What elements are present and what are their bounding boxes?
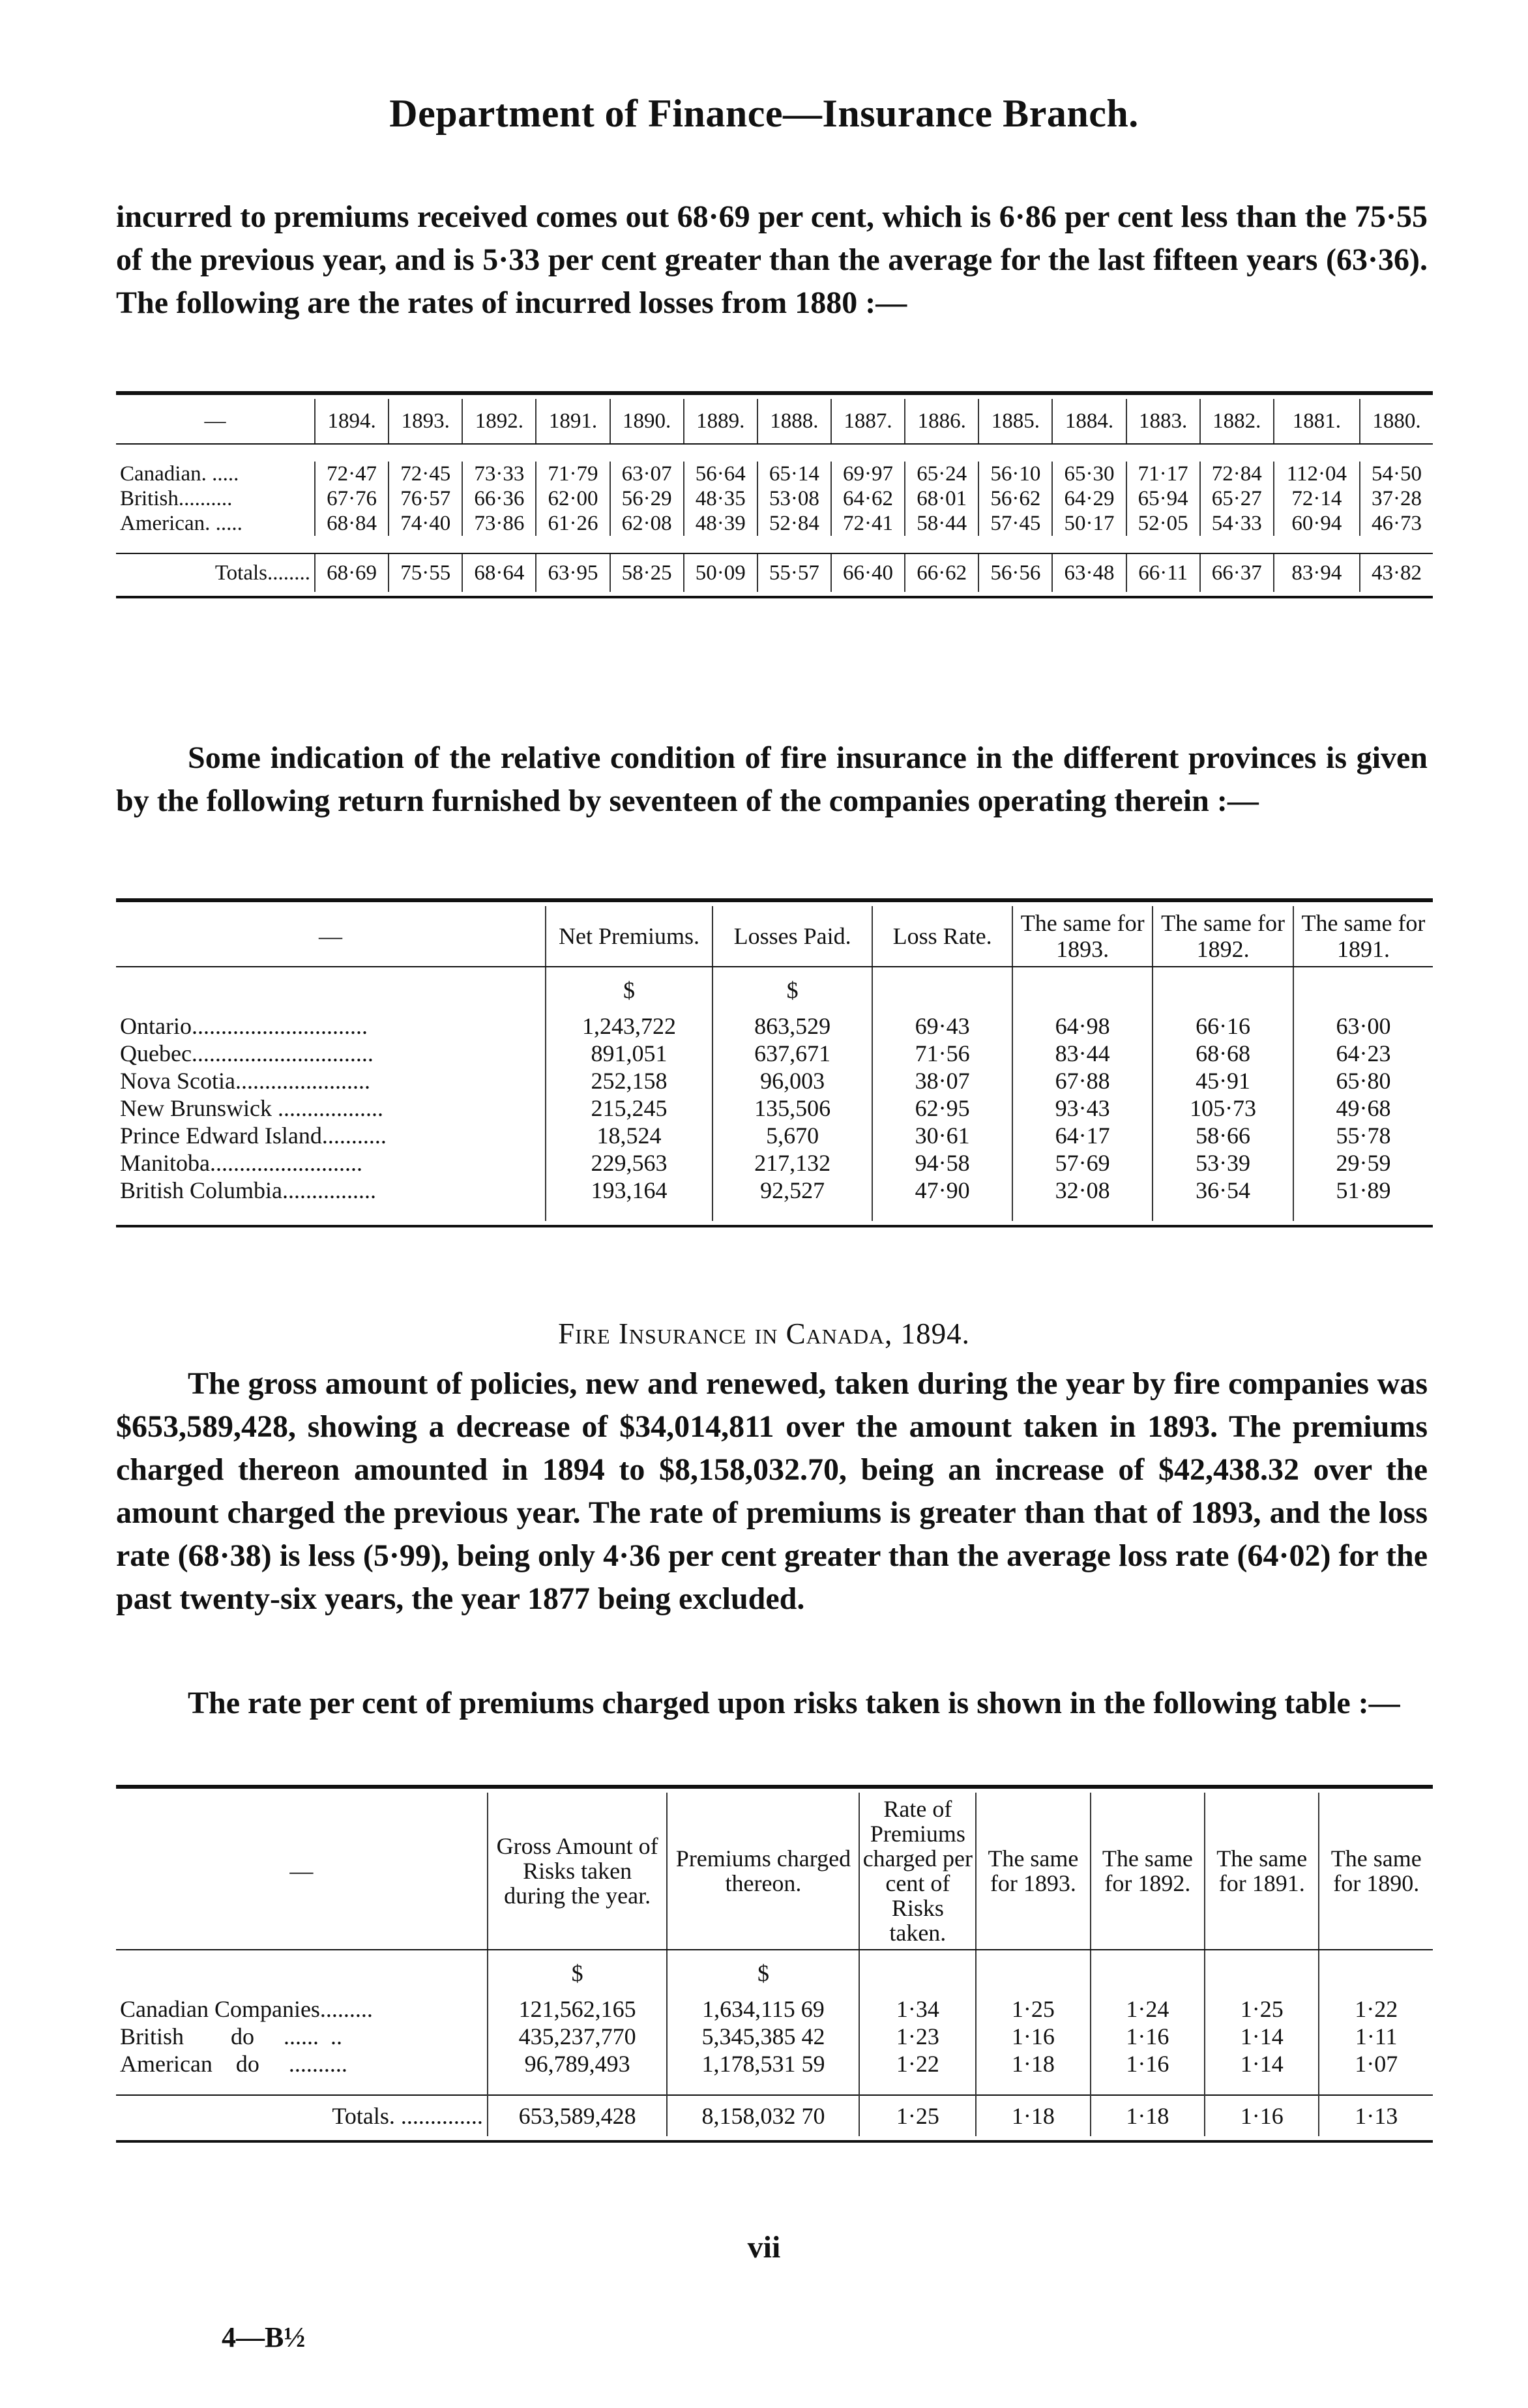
cell: 57·69 [1012,1149,1153,1177]
section-title: Fire Insurance in Canada, 1894. [558,1317,970,1350]
cell: 92,527 [713,1177,872,1204]
row-label: American. ..... [120,512,242,535]
cell: 67·88 [1012,1067,1153,1094]
cell: 1·18 [1091,2095,1205,2136]
table-row [116,1122,1433,1149]
cell: 1·24 [1091,1995,1205,2023]
cell: 66·62 [905,553,978,592]
signature-mark: 4—B½ [222,2321,306,2353]
cell: 76·57 [389,486,462,511]
cell: 1·22 [1319,1995,1433,2023]
table-header-row [116,399,1433,444]
cell: 217,132 [713,1149,872,1177]
cell: 65·27 [1200,486,1274,511]
column-header: Loss Rate. [872,906,1012,967]
cell: 1·16 [1091,2023,1205,2050]
cell: 52·05 [1126,511,1200,536]
year-header: 1893. [389,399,462,444]
cell: 71·17 [1126,462,1200,486]
year-header: 1891. [536,399,610,444]
cell: 43·82 [1360,553,1433,592]
cell: 64·23 [1293,1040,1433,1067]
cell: 64·29 [1052,486,1126,511]
currency-symbol: $ [488,1950,668,1995]
table-row [116,486,1433,511]
cell: 1·14 [1205,2050,1319,2078]
table-row [116,1149,1433,1177]
cell: 56·29 [610,486,684,511]
year-header: 1881. [1274,399,1360,444]
cell: 68·64 [462,553,536,592]
table-header-row [116,906,1433,967]
column-header: The same for 1890. [1319,1793,1433,1950]
cell: 193,164 [546,1177,713,1204]
cell: 1,243,722 [546,1012,713,1040]
cell: 1·18 [976,2095,1090,2136]
row-label: Totals........ [116,553,315,592]
cell: 58·25 [610,553,684,592]
cell: 94·58 [872,1149,1012,1177]
year-header: 1885. [978,399,1052,444]
column-header: Premiums charged thereon. [667,1793,859,1950]
cell: 64·17 [1012,1122,1153,1149]
cell: 1·25 [976,1995,1090,2023]
cell: 5,670 [713,1122,872,1149]
cell: 61·26 [536,511,610,536]
year-header: 1894. [315,399,389,444]
cell: 38·07 [872,1067,1012,1094]
year-header: 1882. [1200,399,1274,444]
table-header-row [116,1793,1433,1950]
column-header: Net Premiums. [546,906,713,967]
cell: 75·55 [389,553,462,592]
cell: 65·80 [1293,1067,1433,1094]
currency-symbol: $ [546,967,713,1012]
cell: 112·04 [1274,462,1360,486]
cell: 1·22 [859,2050,976,2078]
cell: 30·61 [872,1122,1012,1149]
column-header: Gross Amount of Risks taken during the year. [488,1793,668,1950]
page-number: vii [747,2230,781,2265]
cell: 73·33 [462,462,536,486]
cell: 1·11 [1319,2023,1433,2050]
cell: 62·00 [536,486,610,511]
cell: 1·16 [1205,2095,1319,2136]
cell: 47·90 [872,1177,1012,1204]
cell: 66·36 [462,486,536,511]
cell: 863,529 [713,1012,872,1040]
cell: 55·57 [757,553,831,592]
corner-cell: — [116,1793,488,1950]
cell: 637,671 [713,1040,872,1067]
cell: 1·25 [859,2095,976,2136]
table-incurred-losses [116,391,1433,598]
table-row [116,511,1433,536]
cell: 50·17 [1052,511,1126,536]
cell: 1,178,531 59 [667,2050,859,2078]
table-premium-rates [116,1785,1433,2143]
cell: 1·07 [1319,2050,1433,2078]
cell: 62·95 [872,1094,1012,1122]
cell: 63·07 [610,462,684,486]
cell: 65·30 [1052,462,1126,486]
column-header: The same for 1891. [1205,1793,1319,1950]
column-header: The same for 1892. [1091,1793,1205,1950]
cell: 215,245 [546,1094,713,1122]
cell: 46·73 [1360,511,1433,536]
cell: 71·79 [536,462,610,486]
row-label: Quebec............................... [120,1040,374,1066]
cell: 1·23 [859,2023,976,2050]
cell: 68·01 [905,486,978,511]
cell: 71·56 [872,1040,1012,1067]
cell: 121,562,165 [488,1995,668,2023]
cell: 18,524 [546,1122,713,1149]
page-heading: Department of Finance—Insurance Branch. [389,92,1139,135]
cell: 65·24 [905,462,978,486]
cell: 69·97 [831,462,905,486]
cell: 62·08 [610,511,684,536]
cell: 54·33 [1200,511,1274,536]
row-label: Ontario.............................. [120,1013,368,1039]
row-label: Canadian. ..... [120,462,239,486]
cell: 49·68 [1293,1094,1433,1122]
cell: 72·84 [1200,462,1274,486]
corner-cell: — [116,906,546,967]
table-row [116,1040,1433,1067]
table-row [116,1177,1433,1204]
table-row [116,1094,1433,1122]
row-label: Canadian Companies......... [120,1996,373,2022]
cell: 56·64 [684,462,757,486]
cell: 37·28 [1360,486,1433,511]
row-label: British Columbia................ [120,1177,377,1203]
totals-row [116,2095,1433,2136]
cell: 8,158,032 70 [667,2095,859,2136]
column-header: The same for 1891. [1293,906,1433,967]
row-label: American do .......... [120,2051,347,2077]
cell: 63·48 [1052,553,1126,592]
cell: 51·89 [1293,1177,1433,1204]
cell: 55·78 [1293,1122,1433,1149]
totals-row [116,553,1433,592]
currency-symbol: $ [713,967,872,1012]
cell: 56·62 [978,486,1052,511]
cell: 68·68 [1153,1040,1293,1067]
paragraph-fire-insurance: The gross amount of policies, new and renewed, taken during the year by fire companies was $653,589,428, showing a decrease of $34,014,811 over the amount taken in 1893. The premiums charged thereon amounted in 1894 to $8,158,032.70, being an increase of $42,438.32 over the amount charged the previous year. The rate of premiums is greater than that of 1893, and the loss rate (68·38) is less (5·99), being only 4·36 per cent greater than the average loss rate (64·02) for the past twenty-six years, the year 1877 being excluded. [116,1366,1428,1616]
column-header: Losses Paid. [713,906,872,967]
cell: 65·14 [757,462,831,486]
year-header: 1884. [1052,399,1126,444]
cell: 48·35 [684,486,757,511]
cell: 66·37 [1200,553,1274,592]
currency-symbol: $ [667,1950,859,1995]
cell: 48·39 [684,511,757,536]
cell: 52·84 [757,511,831,536]
cell: 63·00 [1293,1012,1433,1040]
cell: 56·56 [978,553,1052,592]
row-label: New Brunswick .................. [120,1095,383,1121]
cell: 68·84 [315,511,389,536]
cell: 67·76 [315,486,389,511]
table-row [116,2023,1433,2050]
cell: 435,237,770 [488,2023,668,2050]
table-row [116,1012,1433,1040]
cell: 229,563 [546,1149,713,1177]
paragraph-provinces: Some indication of the relative condition of fire insurance in the different provinces is given by the following return furnished by seventeen of the companies operating therein :— [116,741,1428,818]
cell: 135,506 [713,1094,872,1122]
cell: 63·95 [536,553,610,592]
year-header: 1892. [462,399,536,444]
year-header: 1887. [831,399,905,444]
cell: 72·41 [831,511,905,536]
cell: 65·94 [1126,486,1200,511]
cell: 69·43 [872,1012,1012,1040]
cell: 83·94 [1274,553,1360,592]
cell: 1·25 [1205,1995,1319,2023]
cell: 64·98 [1012,1012,1153,1040]
year-header: 1890. [610,399,684,444]
row-label: British do ...... .. [120,2023,343,2049]
cell: 53·08 [757,486,831,511]
cell: 105·73 [1153,1094,1293,1122]
cell: 653,589,428 [488,2095,668,2136]
corner-cell: — [116,399,315,444]
table-row [116,1995,1433,2023]
table-row [116,2050,1433,2078]
cell: 252,158 [546,1067,713,1094]
currency-row [116,967,1433,1012]
year-header: 1883. [1126,399,1200,444]
row-label: Prince Edward Island........... [120,1123,387,1149]
cell: 68·69 [315,553,389,592]
cell: 60·94 [1274,511,1360,536]
row-label: Manitoba.......................... [120,1150,362,1176]
cell: 36·54 [1153,1177,1293,1204]
cell: 58·44 [905,511,978,536]
cell: 93·43 [1012,1094,1153,1122]
cell: 72·47 [315,462,389,486]
cell: 56·10 [978,462,1052,486]
cell: 53·39 [1153,1149,1293,1177]
cell: 1·14 [1205,2023,1319,2050]
cell: 73·86 [462,511,536,536]
year-header: 1880. [1360,399,1433,444]
cell: 74·40 [389,511,462,536]
row-label: Nova Scotia....................... [120,1068,370,1094]
cell: 32·08 [1012,1177,1153,1204]
cell: 1·18 [976,2050,1090,2078]
cell: 58·66 [1153,1122,1293,1149]
cell: 45·91 [1153,1067,1293,1094]
cell: 891,051 [546,1040,713,1067]
table-provinces [116,898,1433,1227]
cell: 57·45 [978,511,1052,536]
cell: 96,003 [713,1067,872,1094]
cell: 50·09 [684,553,757,592]
table-row [116,1067,1433,1094]
cell: 66·11 [1126,553,1200,592]
year-header: 1886. [905,399,978,444]
cell: 66·16 [1153,1012,1293,1040]
row-label: Totals. .............. [116,2095,488,2136]
paragraph-rate-table-intro: The rate per cent of premiums charged upon risks taken is shown in the following table :— [188,1686,1400,1720]
column-header: The same for 1893. [1012,906,1153,967]
column-header: Rate of Premiums charged per cent of Risks taken. [859,1793,976,1950]
cell: 1·16 [976,2023,1090,2050]
year-header: 1888. [757,399,831,444]
paragraph-loss-ratio: incurred to premiums received comes out 68·69 per cent, which is 6·86 per cent less than the 75·55 of the previous year, and is 5·33 per cent greater than the average for the last fifteen years (63·36). The following are the rates of incurred losses from 1880 :— [116,199,1428,320]
table-row [116,462,1433,486]
cell: 1·34 [859,1995,976,2023]
cell: 1·13 [1319,2095,1433,2136]
cell: 5,345,385 42 [667,2023,859,2050]
row-label: British.......... [120,487,233,510]
cell: 1,634,115 69 [667,1995,859,2023]
currency-row [116,1950,1433,1995]
year-header: 1889. [684,399,757,444]
cell: 54·50 [1360,462,1433,486]
column-header: The same for 1892. [1153,906,1293,967]
cell: 66·40 [831,553,905,592]
column-header: The same for 1893. [976,1793,1090,1950]
cell: 72·45 [389,462,462,486]
cell: 64·62 [831,486,905,511]
cell: 96,789,493 [488,2050,668,2078]
cell: 83·44 [1012,1040,1153,1067]
cell: 1·16 [1091,2050,1205,2078]
cell: 72·14 [1274,486,1360,511]
cell: 29·59 [1293,1149,1433,1177]
